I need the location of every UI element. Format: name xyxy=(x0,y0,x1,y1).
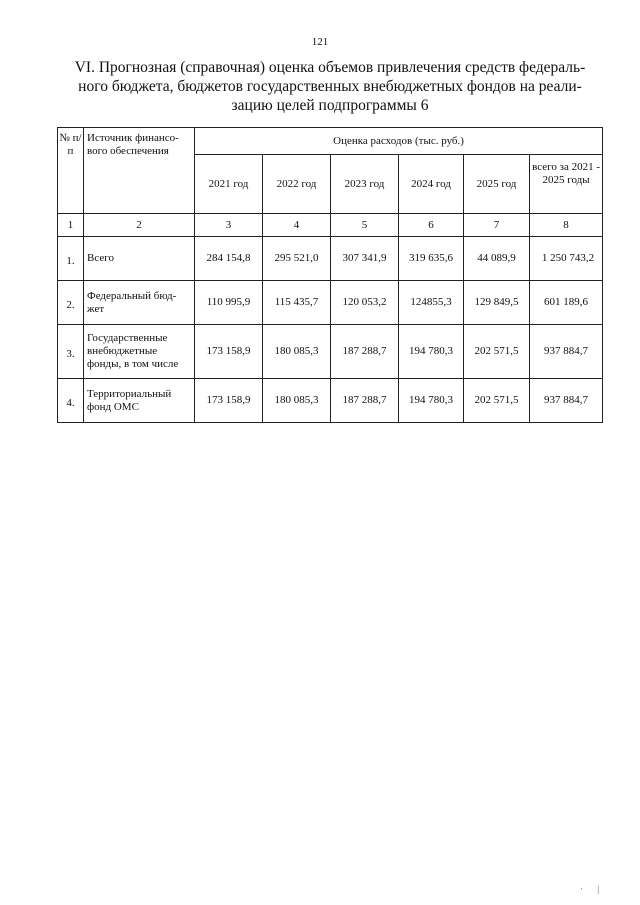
row-value: 307 341,9 xyxy=(331,237,399,281)
row-value: 295 521,0 xyxy=(263,237,331,281)
row-value: 202 571,5 xyxy=(464,379,530,423)
header-year: 2023 год xyxy=(331,155,399,214)
row-value: 202 571,5 xyxy=(464,325,530,379)
table-row xyxy=(58,379,603,423)
header-source: Источник финансо-вого обеспечения xyxy=(84,128,195,214)
row-value: 124855,3 xyxy=(399,281,464,325)
row-value: 173 158,9 xyxy=(195,325,263,379)
row-value: 194 780,3 xyxy=(399,379,464,423)
column-index: 2 xyxy=(84,214,195,237)
row-value: 173 158,9 xyxy=(195,379,263,423)
row-value: 187 288,7 xyxy=(331,379,399,423)
row-value: 110 995,9 xyxy=(195,281,263,325)
column-index: 6 xyxy=(399,214,464,237)
column-index: 4 xyxy=(263,214,331,237)
row-value: 115 435,7 xyxy=(263,281,331,325)
header-year: 2021 год xyxy=(195,155,263,214)
table-row xyxy=(58,237,603,281)
row-source: Территориальный фонд ОМС xyxy=(84,379,195,423)
header-year: 2025 год xyxy=(464,155,530,214)
row-source: Федеральный бюд-жет xyxy=(84,281,195,325)
row-value: 120 053,2 xyxy=(331,281,399,325)
title-line: зацию целей подпрограммы 6 xyxy=(231,97,429,114)
row-number: 1. xyxy=(58,237,84,281)
row-value: 187 288,7 xyxy=(331,325,399,379)
title-line: ного бюджета, бюджетов государственных внебюджетных фондов на реали- xyxy=(78,78,582,95)
header-total: всего за 2021 - 2025 годы xyxy=(530,155,603,214)
header-number: № п/ п xyxy=(58,128,84,214)
row-value: 129 849,5 xyxy=(464,281,530,325)
column-index: 8 xyxy=(530,214,603,237)
column-index-row xyxy=(58,214,603,237)
row-number: 3. xyxy=(58,325,84,379)
document-title xyxy=(60,58,600,115)
title-line: VI. Прогнозная (справочная) оценка объемов привлечения средств федераль- xyxy=(74,59,586,76)
row-total: 1 250 743,2 xyxy=(530,237,603,281)
row-source: Государственные внебюджетные фонды, в том числе xyxy=(84,325,195,379)
row-source: Всего xyxy=(84,237,195,281)
financing-table xyxy=(57,127,603,423)
row-number: 2. xyxy=(58,281,84,325)
row-total: 937 884,7 xyxy=(530,325,603,379)
row-value: 319 635,6 xyxy=(399,237,464,281)
row-value: 180 085,3 xyxy=(263,379,331,423)
row-value: 284 154,8 xyxy=(195,237,263,281)
header-expense-group: Оценка расходов (тыс. руб.) xyxy=(195,128,603,155)
page-number: 121 xyxy=(311,36,329,48)
header-row xyxy=(58,128,603,155)
row-number: 4. xyxy=(58,379,84,423)
row-total: 601 189,6 xyxy=(530,281,603,325)
column-index: 7 xyxy=(464,214,530,237)
column-index: 3 xyxy=(195,214,263,237)
row-total: 937 884,7 xyxy=(530,379,603,423)
header-year: 2022 год xyxy=(263,155,331,214)
column-index: 5 xyxy=(331,214,399,237)
header-year: 2024 год xyxy=(399,155,464,214)
table-row xyxy=(58,325,603,379)
row-value: 180 085,3 xyxy=(263,325,331,379)
table-row xyxy=(58,281,603,325)
scan-corner-mark: · | xyxy=(580,884,606,894)
row-value: 194 780,3 xyxy=(399,325,464,379)
row-value: 44 089,9 xyxy=(464,237,530,281)
column-index: 1 xyxy=(58,214,84,237)
